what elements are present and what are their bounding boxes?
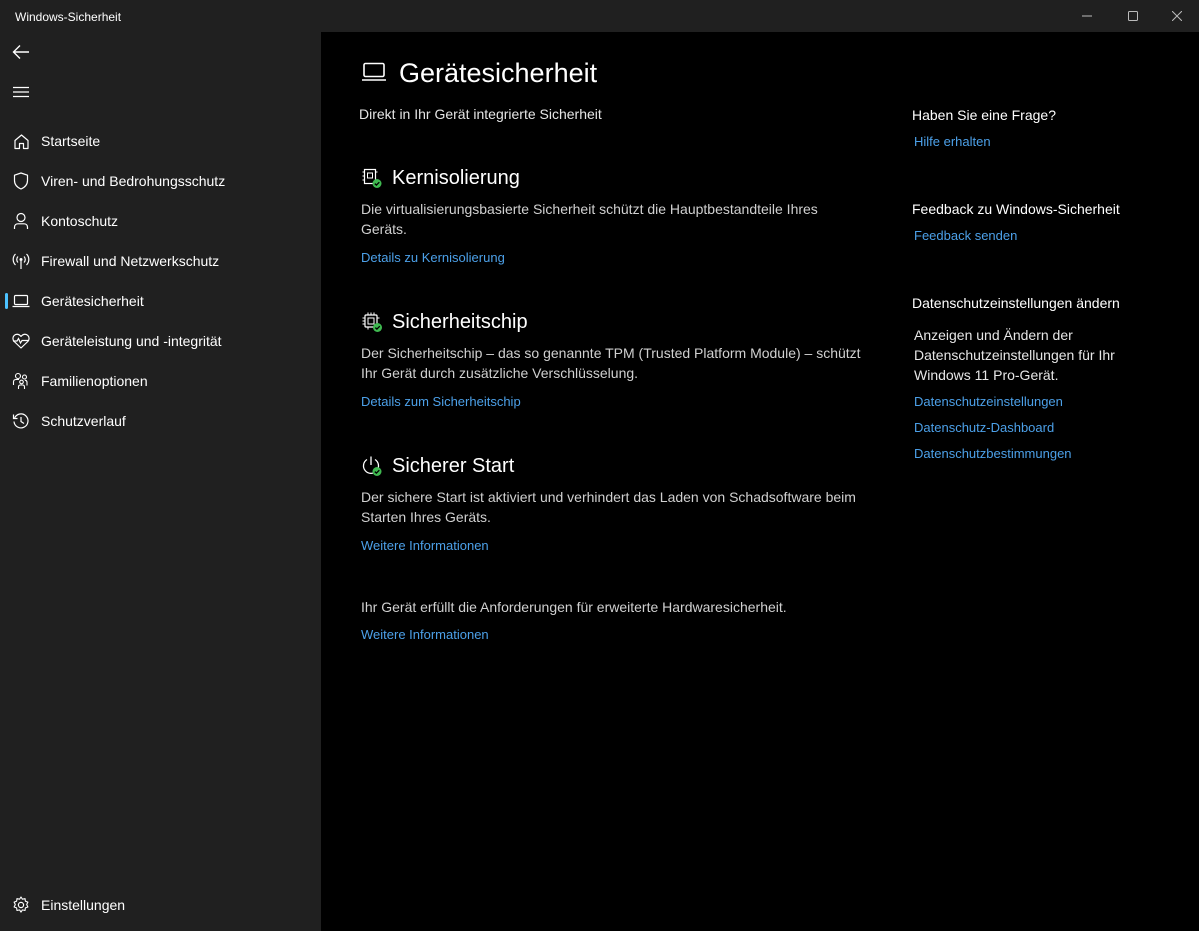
chip-icon xyxy=(361,311,383,333)
minimize-button[interactable] xyxy=(1064,0,1110,32)
history-icon xyxy=(12,412,30,430)
laptop-icon xyxy=(361,61,387,83)
page-title: Gerätesicherheit xyxy=(399,58,598,88)
question-heading: Haben Sie eine Frage? xyxy=(912,107,1056,123)
sidebar-item-label: Familienoptionen xyxy=(41,373,148,389)
sidebar-item-kontoschutz[interactable] xyxy=(0,201,321,241)
core-isolation-details-link[interactable]: Details zu Kernisolierung xyxy=(361,250,505,265)
sidebar-item-label: Gerätesicherheit xyxy=(41,293,144,309)
family-icon xyxy=(12,372,30,390)
sidebar-item-label: Firewall und Netzwerkschutz xyxy=(41,253,220,269)
sidebar-item-label: Einstellungen xyxy=(41,897,126,913)
active-indicator xyxy=(5,293,8,309)
person-icon xyxy=(12,212,30,230)
arrow-left-icon xyxy=(12,44,30,60)
sidebar-item-schutzverlauf[interactable] xyxy=(0,401,321,441)
hamburger-icon xyxy=(13,86,29,98)
maximize-icon xyxy=(1128,11,1138,21)
sidebar-item-geraetesicherheit[interactable] xyxy=(0,281,321,321)
shield-icon xyxy=(12,172,30,190)
power-icon xyxy=(361,455,383,477)
section-title: Kernisolierung xyxy=(392,167,520,189)
maximize-button[interactable] xyxy=(1110,0,1156,32)
privacy-heading: Datenschutzeinstellungen ändern xyxy=(912,295,1120,311)
privacy-settings-link[interactable]: Datenschutzeinstellungen xyxy=(914,394,1063,409)
send-feedback-link[interactable]: Feedback senden xyxy=(914,228,1018,243)
sidebar xyxy=(0,32,321,931)
sidebar-item-label: Viren- und Bedrohungsschutz xyxy=(41,173,226,189)
get-help-link[interactable]: Hilfe erhalten xyxy=(914,134,991,149)
sidebar-item-label: Startseite xyxy=(41,133,101,149)
sidebar-item-startseite[interactable] xyxy=(0,121,321,161)
privacy-text: Anzeigen und Ändern der Datenschutzeinstellungen für Ihr Windows 11 Pro-Gerät. xyxy=(914,327,1115,383)
heart-pulse-icon xyxy=(12,332,30,350)
secure-boot-info-link[interactable]: Weitere Informationen xyxy=(361,538,489,553)
sidebar-item-label: Geräteleistung und -integrität xyxy=(41,333,222,349)
main-content xyxy=(321,32,1199,931)
close-button[interactable] xyxy=(1154,0,1199,32)
section-description: Der sichere Start ist aktiviert und verhindert das Laden von Schadsoftware beim Starten Ihres Geräts. xyxy=(361,489,856,525)
sidebar-item-firewall[interactable] xyxy=(0,241,321,281)
home-icon xyxy=(12,132,30,150)
close-icon xyxy=(1172,11,1182,21)
sidebar-item-familienoptionen[interactable] xyxy=(0,361,321,401)
section-title: Sicherer Start xyxy=(392,455,515,477)
security-chip-details-link[interactable]: Details zum Sicherheitschip xyxy=(361,394,521,409)
title-bar xyxy=(0,0,1199,32)
minimize-icon xyxy=(1082,11,1092,21)
antenna-icon xyxy=(12,252,30,270)
sidebar-item-geraeteleistung[interactable] xyxy=(0,321,321,361)
sidebar-item-label: Schutzverlauf xyxy=(41,413,126,429)
feedback-heading: Feedback zu Windows-Sicherheit xyxy=(912,201,1120,217)
sidebar-item-einstellungen[interactable] xyxy=(0,885,321,925)
privacy-dashboard-link[interactable]: Datenschutz-Dashboard xyxy=(914,420,1055,435)
section-title: Sicherheitschip xyxy=(392,311,528,333)
window-title: Windows-Sicherheit xyxy=(15,10,122,24)
page-subtitle: Direkt in Ihr Gerät integrierte Sicherheit xyxy=(359,106,602,122)
sidebar-item-viren[interactable] xyxy=(0,161,321,201)
core-isolation-icon xyxy=(361,167,383,189)
laptop-icon xyxy=(12,292,30,310)
section-description: Der Sicherheitschip – das so genannte TPM (Trusted Platform Module) – schützt Ihr Gerät durch zusätzliche Verschlüsselung. xyxy=(361,345,861,381)
section-description: Die virtualisierungsbasierte Sicherheit schützt die Hauptbestandteile Ihres Geräts. xyxy=(361,201,818,237)
gear-icon xyxy=(12,896,30,914)
hardware-security-note: Ihr Gerät erfüllt die Anforderungen für erweiterte Hardwaresicherheit. xyxy=(361,599,787,615)
hardware-security-info-link[interactable]: Weitere Informationen xyxy=(361,627,489,642)
menu-button[interactable] xyxy=(12,83,30,101)
sidebar-item-label: Kontoschutz xyxy=(41,213,119,229)
back-button[interactable] xyxy=(12,43,30,61)
privacy-statement-link[interactable]: Datenschutzbestimmungen xyxy=(914,446,1072,461)
